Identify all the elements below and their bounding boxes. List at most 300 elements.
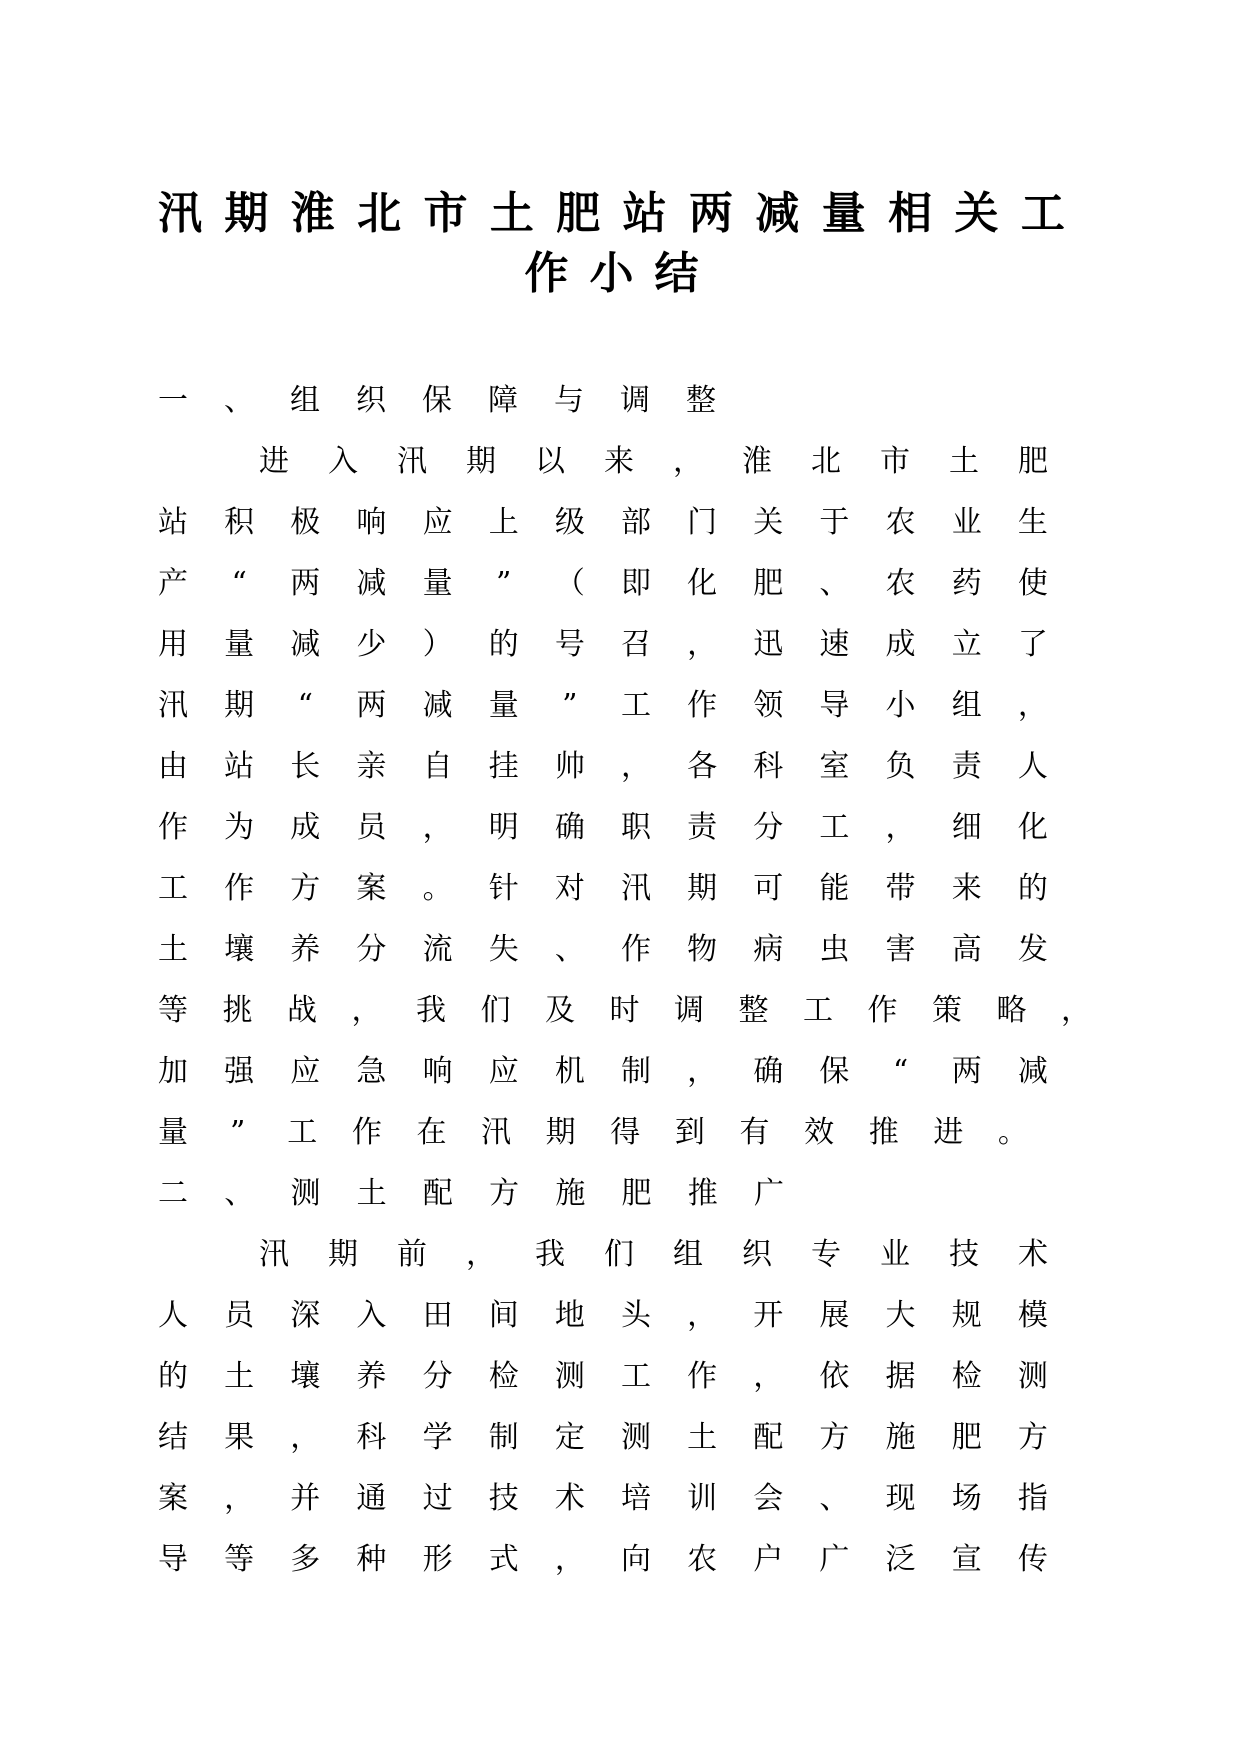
character: 北 <box>357 188 402 239</box>
character: 两 <box>689 188 733 239</box>
character: 自 <box>422 749 453 784</box>
character: ， <box>554 1542 585 1577</box>
character: 有 <box>739 1115 770 1150</box>
character: 测 <box>620 1420 651 1455</box>
character: 亲 <box>356 749 387 784</box>
character: 室 <box>819 749 850 784</box>
character: 模 <box>1017 1298 1048 1333</box>
character: 部 <box>620 505 651 540</box>
character: 略 <box>996 993 1027 1028</box>
character: 在 <box>416 1115 447 1150</box>
character: 作 <box>687 1359 718 1394</box>
character: 整 <box>738 993 769 1028</box>
character: 汛 <box>259 1237 289 1272</box>
paragraph-line <box>259 1224 1048 1285</box>
character: 术 <box>554 1481 585 1516</box>
character: 方 <box>290 871 321 906</box>
character: 能 <box>819 871 850 906</box>
character: 积 <box>224 505 255 540</box>
character: 技 <box>488 1481 519 1516</box>
character: 导 <box>819 688 850 723</box>
character: 响 <box>356 505 387 540</box>
character: 术 <box>1018 1237 1048 1272</box>
character: 战 <box>287 993 317 1028</box>
paragraph-line <box>158 980 1091 1041</box>
character: 形 <box>422 1542 453 1577</box>
character: 市 <box>880 444 910 479</box>
character: 量 <box>821 188 866 239</box>
character: 制 <box>488 1420 519 1455</box>
character: 分 <box>753 810 784 845</box>
character: 挑 <box>222 993 253 1028</box>
character: 来 <box>604 444 634 479</box>
character: 们 <box>604 1237 634 1272</box>
character: 以 <box>535 444 565 479</box>
character: 确 <box>753 1054 784 1089</box>
character: 并 <box>290 1481 321 1516</box>
character: ， <box>1017 688 1048 723</box>
character: 间 <box>488 1298 519 1333</box>
character: 分 <box>356 932 387 967</box>
character: 培 <box>620 1481 651 1516</box>
character: 、 <box>819 566 850 601</box>
character: 为 <box>224 810 255 845</box>
character: 入 <box>356 1298 387 1333</box>
character: 结 <box>654 248 699 299</box>
character: 速 <box>819 627 850 662</box>
character: 响 <box>422 1054 453 1089</box>
title-line <box>158 184 1065 244</box>
paragraph-line <box>158 614 1048 675</box>
character: 流 <box>422 932 453 967</box>
character: 量 <box>422 566 453 601</box>
character: 化 <box>687 566 718 601</box>
character: 整 <box>686 383 716 418</box>
character: 工 <box>158 871 188 906</box>
character: 案 <box>158 1481 188 1516</box>
character: 物 <box>687 932 718 967</box>
character: ， <box>422 810 453 845</box>
character: 进 <box>933 1115 964 1150</box>
character: 配 <box>753 1420 784 1455</box>
character: 加 <box>158 1054 188 1089</box>
paragraph-line <box>158 736 1048 797</box>
character: 化 <box>1017 810 1048 845</box>
character: 市 <box>423 188 468 239</box>
character: 地 <box>554 1298 585 1333</box>
character: 结 <box>158 1420 188 1455</box>
character: 测 <box>554 1359 585 1394</box>
character: 科 <box>753 749 784 784</box>
character: 测 <box>1017 1359 1048 1394</box>
character: 成 <box>290 810 321 845</box>
character: 进 <box>259 444 289 479</box>
character: 汛 <box>481 1115 512 1150</box>
paragraph-line <box>158 553 1048 614</box>
character: 成 <box>885 627 916 662</box>
character: ， <box>687 627 718 662</box>
character: 汛 <box>397 444 427 479</box>
character: 发 <box>1017 932 1048 967</box>
paragraph-line <box>259 431 1048 492</box>
character: 指 <box>1017 1481 1048 1516</box>
character: 业 <box>951 505 982 540</box>
character: 汛 <box>620 871 651 906</box>
paragraph-line <box>158 1041 1048 1102</box>
character: 工 <box>287 1115 318 1150</box>
character: 土 <box>224 1359 255 1394</box>
character: 期 <box>687 871 718 906</box>
character: 壤 <box>224 932 255 967</box>
character: 北 <box>811 444 841 479</box>
character: 来 <box>951 871 982 906</box>
character: 站 <box>224 749 255 784</box>
character: “ <box>892 1054 909 1089</box>
character: 大 <box>885 1298 916 1333</box>
character: 土 <box>158 932 188 967</box>
character: 量 <box>488 688 519 723</box>
character: 应 <box>422 505 453 540</box>
character: 量 <box>224 627 255 662</box>
character: 作 <box>687 688 718 723</box>
character: ， <box>687 1054 718 1089</box>
character: 期 <box>224 188 269 239</box>
character: 肥 <box>1018 444 1048 479</box>
character: 头 <box>620 1298 651 1333</box>
character: 土 <box>949 444 979 479</box>
character: 减 <box>755 188 800 239</box>
character: 向 <box>620 1542 651 1577</box>
character: 挂 <box>488 749 519 784</box>
character: 农 <box>885 566 916 601</box>
character: 产 <box>158 566 188 601</box>
character: 得 <box>610 1115 641 1150</box>
character: ， <box>290 1420 321 1455</box>
paragraph-line <box>158 1407 1048 1468</box>
character: 负 <box>885 749 916 784</box>
character: 土 <box>356 1176 387 1211</box>
section-heading <box>158 370 716 431</box>
paragraph-line <box>158 1285 1048 1346</box>
character: 科 <box>356 1420 387 1455</box>
character: 等 <box>224 1542 255 1577</box>
character: 、 <box>819 1481 850 1516</box>
paragraph-line <box>158 919 1048 980</box>
character: （ <box>554 566 585 601</box>
character: 作 <box>524 248 569 299</box>
character: 相 <box>888 188 933 239</box>
character: ， <box>753 1359 784 1394</box>
character: 减 <box>1017 1054 1048 1089</box>
character: 推 <box>687 1176 718 1211</box>
character: 召 <box>620 627 651 662</box>
paragraph-line <box>158 492 1048 553</box>
character: 虫 <box>819 932 850 967</box>
character: 田 <box>422 1298 453 1333</box>
character: 关 <box>753 505 784 540</box>
character: ， <box>466 1237 496 1272</box>
character: 定 <box>554 1420 585 1455</box>
character: 责 <box>687 810 718 845</box>
character: 泛 <box>885 1542 916 1577</box>
character: 到 <box>674 1115 705 1150</box>
character: 作 <box>867 993 898 1028</box>
character: 一 <box>158 383 188 418</box>
character: 导 <box>158 1542 188 1577</box>
character: 肥 <box>556 188 601 239</box>
character: 我 <box>535 1237 565 1272</box>
character: 失 <box>488 932 519 967</box>
character: 障 <box>488 383 518 418</box>
character: 式 <box>488 1542 519 1577</box>
document-body <box>158 370 1091 1590</box>
character: 前 <box>397 1237 427 1272</box>
character: 多 <box>290 1542 321 1577</box>
character: 害 <box>885 932 916 967</box>
character: 现 <box>885 1481 916 1516</box>
character: 传 <box>1017 1542 1048 1577</box>
character: 应 <box>488 1054 519 1089</box>
character: 带 <box>885 871 916 906</box>
character: 长 <box>290 749 321 784</box>
character: 极 <box>290 505 321 540</box>
character: 二 <box>158 1176 188 1211</box>
character: 工 <box>803 993 833 1028</box>
character: 养 <box>290 932 321 967</box>
character: 量 <box>158 1115 188 1150</box>
character: 责 <box>951 749 982 784</box>
character: 上 <box>488 505 519 540</box>
character: 施 <box>555 1176 586 1211</box>
character: 用 <box>158 627 188 662</box>
character: 织 <box>742 1237 772 1272</box>
character: 使 <box>1017 566 1048 601</box>
character: 了 <box>1017 627 1048 662</box>
character: ， <box>687 1298 718 1333</box>
character: 的 <box>1017 871 1048 906</box>
paragraph-line <box>158 797 1048 858</box>
character: 少 <box>356 627 387 662</box>
character: 即 <box>620 566 651 601</box>
character: 效 <box>804 1115 835 1150</box>
character: 农 <box>885 505 916 540</box>
character: 专 <box>811 1237 841 1272</box>
character: 种 <box>356 1542 387 1577</box>
character: 作 <box>351 1115 382 1150</box>
character: 于 <box>819 505 850 540</box>
character: 农 <box>687 1542 718 1577</box>
character: 等 <box>158 993 188 1028</box>
character: 迅 <box>753 627 784 662</box>
character: 与 <box>554 383 584 418</box>
character: 员 <box>224 1298 255 1333</box>
character: 立 <box>951 627 982 662</box>
character: 汛 <box>158 188 202 239</box>
paragraph-line <box>158 1468 1048 1529</box>
character: ” <box>496 566 512 601</box>
character: 施 <box>885 1420 916 1455</box>
character: 土 <box>687 1420 718 1455</box>
character: 依 <box>819 1359 850 1394</box>
character: 、 <box>554 932 585 967</box>
character: 及 <box>545 993 575 1028</box>
character: 组 <box>951 688 982 723</box>
character: 工 <box>819 810 850 845</box>
character: 工 <box>620 1359 651 1394</box>
character: 两 <box>290 566 321 601</box>
paragraph-line <box>158 1346 1048 1407</box>
character: 学 <box>422 1420 453 1455</box>
character: 的 <box>488 627 519 662</box>
character: 两 <box>951 1054 982 1089</box>
character: 减 <box>422 688 453 723</box>
character: 人 <box>1017 749 1048 784</box>
character: 、 <box>224 1176 255 1211</box>
character: 户 <box>753 1542 784 1577</box>
character: 分 <box>422 1359 453 1394</box>
character: 调 <box>620 383 650 418</box>
character: 场 <box>951 1481 982 1516</box>
character: 期 <box>545 1115 576 1150</box>
character: 急 <box>356 1054 387 1089</box>
character: 两 <box>356 688 387 723</box>
character: 案 <box>356 871 387 906</box>
character: 员 <box>356 810 387 845</box>
character: 展 <box>819 1298 850 1333</box>
character: 开 <box>753 1298 784 1333</box>
character: 养 <box>356 1359 387 1394</box>
character: 小 <box>885 688 916 723</box>
character: 方 <box>819 1420 850 1455</box>
character: 期 <box>328 1237 358 1272</box>
character: 帅 <box>554 749 585 784</box>
character: 领 <box>753 688 784 723</box>
character: 作 <box>158 810 188 845</box>
character: 壤 <box>290 1359 321 1394</box>
character: ， <box>351 993 382 1028</box>
character: 强 <box>224 1054 255 1089</box>
character: 组 <box>290 383 320 418</box>
character: 我 <box>416 993 446 1028</box>
character: 土 <box>489 188 534 239</box>
character: 保 <box>422 383 452 418</box>
character: 针 <box>488 871 519 906</box>
character: 站 <box>622 188 667 239</box>
title-line <box>158 244 1065 304</box>
character: 广 <box>753 1176 784 1211</box>
character: 调 <box>674 993 704 1028</box>
character: 病 <box>753 932 784 967</box>
character: 时 <box>609 993 640 1028</box>
character: 组 <box>673 1237 703 1272</box>
character: 期 <box>224 688 255 723</box>
character: 会 <box>753 1481 784 1516</box>
character: 策 <box>932 993 962 1028</box>
character: 。 <box>422 871 453 906</box>
character: 过 <box>422 1481 453 1516</box>
character: 高 <box>951 932 982 967</box>
character: 业 <box>880 1237 910 1272</box>
character: 技 <box>949 1237 979 1272</box>
character: 小 <box>589 248 634 299</box>
character: 期 <box>466 444 496 479</box>
character: 级 <box>554 505 585 540</box>
paragraph-line <box>158 858 1048 919</box>
character: 站 <box>158 505 188 540</box>
character: 方 <box>1017 1420 1048 1455</box>
character: 肥 <box>753 566 784 601</box>
character: ， <box>673 444 703 479</box>
character: 减 <box>356 566 387 601</box>
paragraph-line <box>158 1102 1028 1163</box>
character: 方 <box>489 1176 520 1211</box>
character: 职 <box>620 810 651 845</box>
character: 作 <box>224 871 255 906</box>
character: 保 <box>819 1054 850 1089</box>
character: 规 <box>951 1298 982 1333</box>
character: 。 <box>997 1115 1028 1150</box>
character: 机 <box>554 1054 585 1089</box>
character: 减 <box>290 627 321 662</box>
section-heading <box>158 1163 784 1224</box>
character: 检 <box>488 1359 519 1394</box>
character: 门 <box>687 505 718 540</box>
character: 深 <box>290 1298 321 1333</box>
character: 由 <box>158 749 188 784</box>
character: 关 <box>954 188 999 239</box>
character: 据 <box>885 1359 916 1394</box>
character: ， <box>885 810 916 845</box>
character: 、 <box>224 383 254 418</box>
character: 应 <box>290 1054 321 1089</box>
character: ， <box>224 1481 255 1516</box>
character: 织 <box>356 383 386 418</box>
character: 工 <box>620 688 651 723</box>
character: 们 <box>480 993 511 1028</box>
character: 训 <box>687 1481 718 1516</box>
character: 配 <box>422 1176 453 1211</box>
character: 可 <box>753 871 784 906</box>
character: ， <box>620 749 651 784</box>
character: 淮 <box>290 188 335 239</box>
character: 肥 <box>951 1420 982 1455</box>
character: ” <box>562 688 578 723</box>
character: 作 <box>620 932 651 967</box>
character: 工 <box>1020 188 1065 239</box>
character: 汛 <box>158 688 188 723</box>
character: 人 <box>158 1298 188 1333</box>
character: 测 <box>290 1176 321 1211</box>
character: 肥 <box>621 1176 652 1211</box>
paragraph-line <box>158 1529 1048 1590</box>
character: 宣 <box>951 1542 982 1577</box>
character: 生 <box>1017 505 1048 540</box>
character: 入 <box>328 444 358 479</box>
character: ” <box>229 1115 246 1150</box>
character: ） <box>422 627 453 662</box>
character: “ <box>231 566 247 601</box>
character: 确 <box>554 810 585 845</box>
character: 对 <box>554 871 585 906</box>
character: 各 <box>687 749 718 784</box>
character: 推 <box>868 1115 899 1150</box>
character: 明 <box>488 810 519 845</box>
paragraph-line <box>158 675 1048 736</box>
character: 广 <box>819 1542 850 1577</box>
character: 药 <box>951 566 982 601</box>
character: 检 <box>951 1359 982 1394</box>
character: 淮 <box>742 444 772 479</box>
